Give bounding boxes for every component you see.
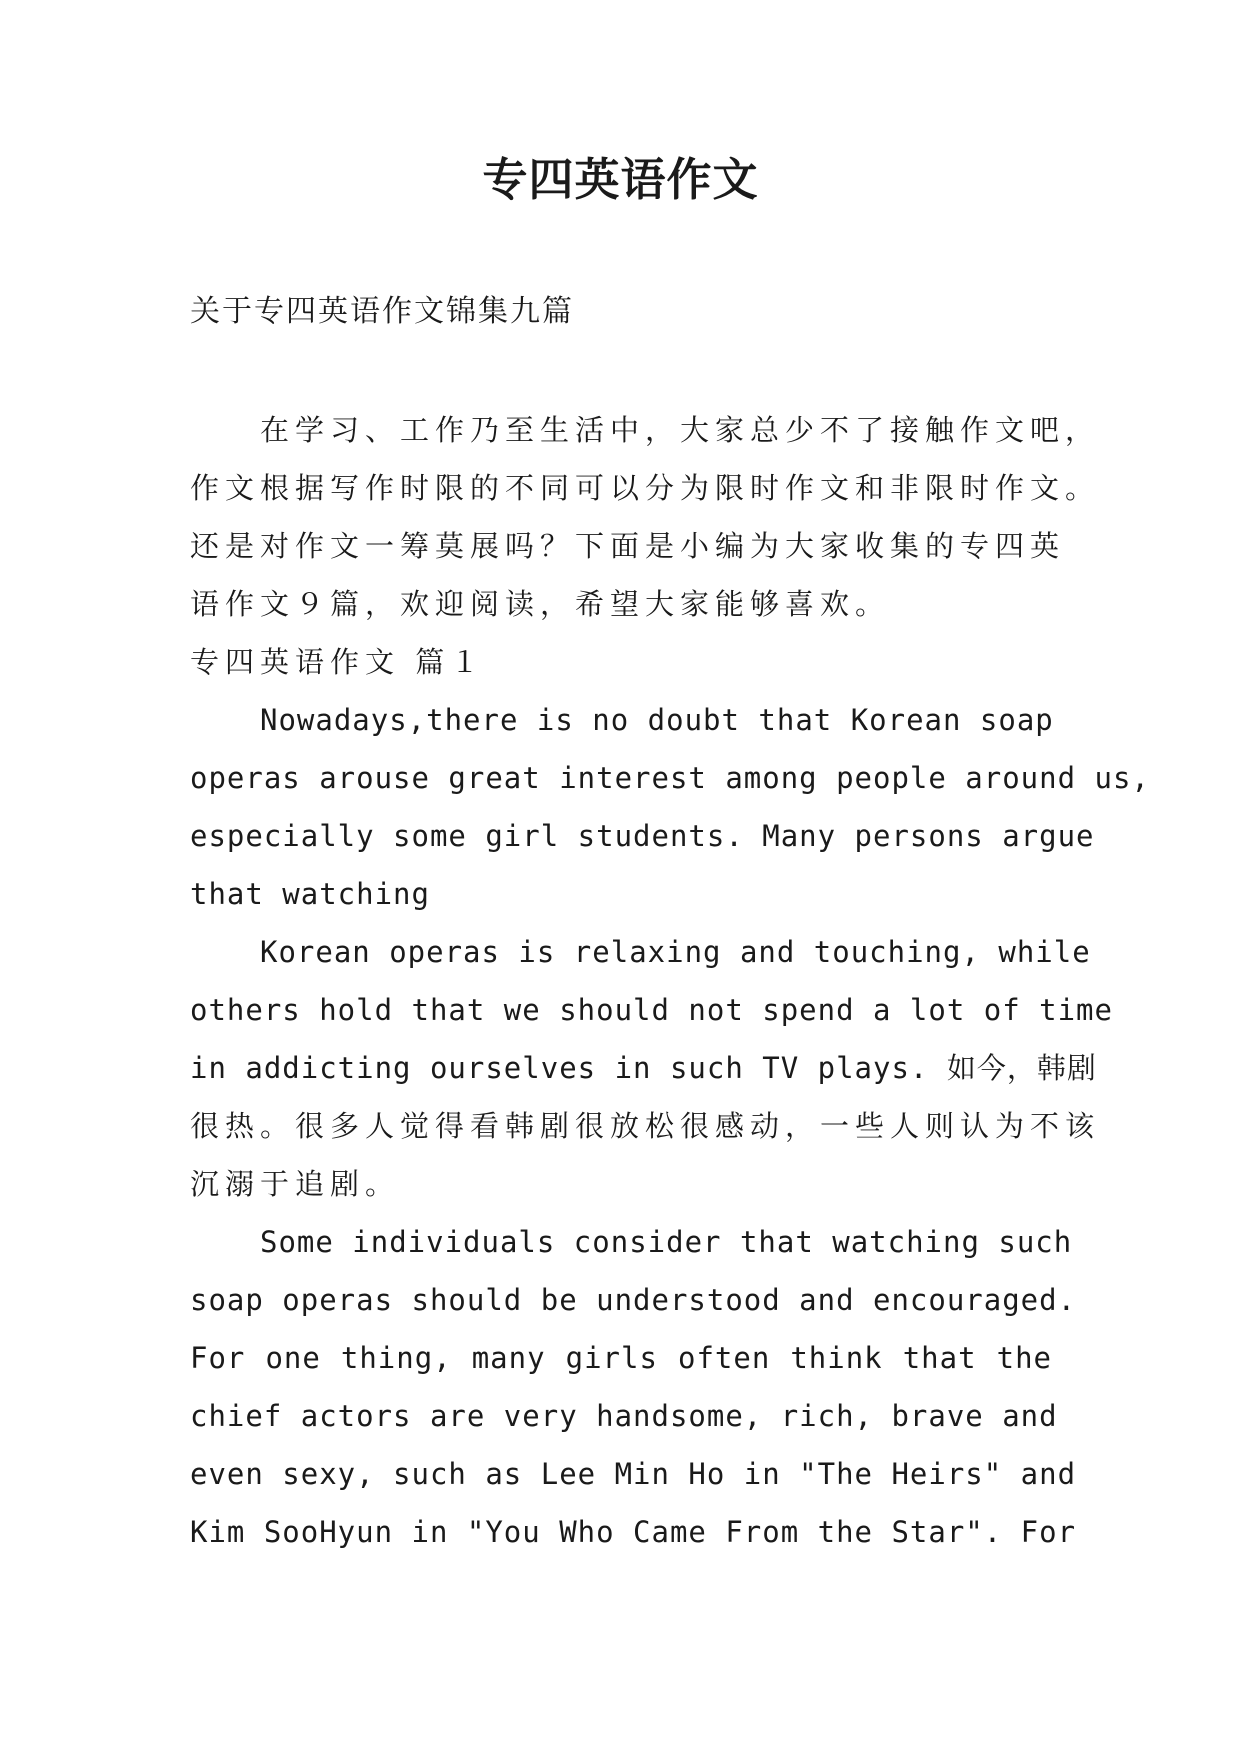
document-title: 专四英语作文 <box>482 153 759 206</box>
paragraph-line: Nowadays,there is no doubt that Korean soap <box>260 703 1054 737</box>
paragraph-line: others hold that we should not spend a lot of time <box>190 993 1113 1027</box>
paragraph-line: in addicting ourselves in such TV plays. 如今，韩剧 <box>190 1051 1097 1085</box>
paragraph-line: operas arouse great interest among people around us, <box>190 761 1150 795</box>
paragraph-line: even sexy, such as Lee Min Ho in "The Heirs" and <box>190 1457 1077 1491</box>
paragraph-line: especially some girl students. Many persons argue <box>190 819 1095 853</box>
paragraph-line: Kim SooHyun in "You Who Came From the Star". For <box>190 1515 1077 1549</box>
paragraph-line: 在学习、工作乃至生活中，大家总少不了接触作文吧， <box>260 413 1101 447</box>
paragraph-line: 沉溺于追剧。 <box>190 1167 401 1201</box>
paragraph-line: 语作文９篇，欢迎阅读，希望大家能够喜欢。 <box>190 587 891 621</box>
paragraph-line: 还是对作文一筹莫展吗？下面是小编为大家收集的专四英 <box>190 529 1066 563</box>
section-heading: 专四英语作文 篇１ <box>190 645 486 679</box>
paragraph-line: For one thing, many girls often think that the <box>190 1341 1052 1375</box>
document-subtitle: 关于专四英语作文锦集九篇 <box>190 294 574 329</box>
paragraph-line: Some individuals consider that watching such <box>260 1225 1073 1259</box>
paragraph-line: that watching <box>190 877 430 911</box>
paragraph-line: chief actors are very handsome, rich, brave and <box>190 1399 1058 1433</box>
paragraph-line: 很热。很多人觉得看韩剧很放松很感动，一些人则认为不该 <box>190 1109 1101 1143</box>
paragraph-line: Korean operas is relaxing and touching, while <box>260 935 1091 969</box>
paragraph-line: 作文根据写作时限的不同可以分为限时作文和非限时作文。 <box>190 471 1101 505</box>
paragraph-line: soap operas should be understood and encouraged. <box>190 1283 1077 1317</box>
